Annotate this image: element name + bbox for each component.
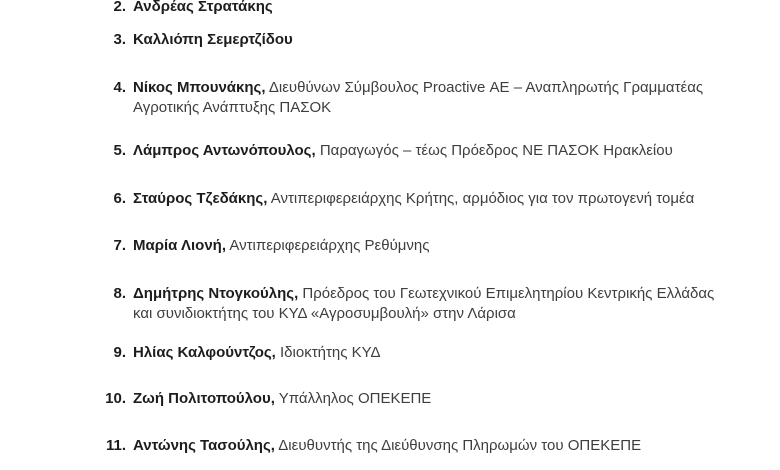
item-name: Σταύρος Τζεδάκης, (133, 190, 268, 207)
item-role: Παραγωγός – τέως Πρόεδρος ΝΕ ΠΑΣΟΚ Ηρακλείου (319, 142, 673, 159)
item-role: Ιδιοκτήτης ΚΥΔ (280, 344, 381, 361)
item-number: 8. (113, 285, 126, 302)
list-item (104, 141, 718, 161)
list-item (104, 0, 718, 17)
item-name: Καλλιόπη Σεμερτζίδου (133, 31, 293, 48)
item-text (133, 236, 430, 256)
participants-list (104, 0, 718, 456)
item-role: Αντιπεριφερειάρχης Κρήτης, αρμόδιος για τον πρωτογενή τομέα (270, 190, 695, 207)
item-number: 11. (105, 437, 126, 454)
item-number: 2. (113, 0, 126, 15)
item-text (133, 0, 273, 17)
item-name: Λάμπρος Αντωνόπουλος, (133, 142, 316, 159)
item-role: Διευθύνων Σύμβουλος Proactive ΑΕ – Αναπληρωτής Γραμματέας Αγροτικής Ανάπτυξης ΠΑΣΟΚ (133, 79, 704, 116)
item-number: 4. (113, 79, 126, 96)
item-name: Ηλίας Καλφούντζος, (133, 344, 276, 361)
item-name: Δημήτρης Ντογκούλης, (133, 285, 299, 302)
item-text (133, 389, 431, 409)
item-text (133, 436, 641, 456)
item-name: Νίκος Μπουνάκης, (133, 79, 266, 96)
list-item (104, 284, 718, 324)
item-role: Αντιπεριφερειάρχης Ρεθύμνης (229, 237, 430, 254)
item-role: Υπάλληλος ΟΠΕΚΕΠΕ (278, 390, 432, 407)
item-number: 5. (113, 142, 126, 159)
item-text (133, 189, 694, 209)
list-item (104, 436, 718, 456)
list-item (104, 78, 718, 118)
item-role: Διευθυντής της Διεύθυνσης Πληρωμών του ΟΠΕΚΕΠΕ (278, 437, 642, 454)
item-text (133, 30, 293, 50)
list-item (104, 343, 718, 363)
item-number: 10. (105, 390, 126, 407)
list-item (104, 389, 718, 409)
list-item (104, 189, 718, 209)
item-text (133, 78, 718, 118)
list-item (104, 30, 718, 50)
item-text (133, 343, 381, 363)
item-name: Ανδρέας Στρατάκης (133, 0, 273, 15)
item-name: Ζωή Πολιτοπούλου, (133, 390, 275, 407)
item-name: Μαρία Λιονή, (133, 237, 227, 254)
item-name: Αντώνης Τασούλης, (133, 437, 275, 454)
item-number: 6. (113, 190, 126, 207)
list-item (104, 236, 718, 256)
item-number: 9. (113, 344, 126, 361)
item-role: Πρόεδρος του Γεωτεχνικού Επιμελητηρίου Κεντρικής Ελλάδας και συνιδιοκτήτης του ΚΥΔ «Αγροσυμβουλή» στην Λάρισα (133, 285, 715, 322)
item-number: 3. (113, 31, 126, 48)
item-number: 7. (113, 237, 126, 254)
item-text (133, 284, 718, 324)
item-text (133, 141, 673, 161)
